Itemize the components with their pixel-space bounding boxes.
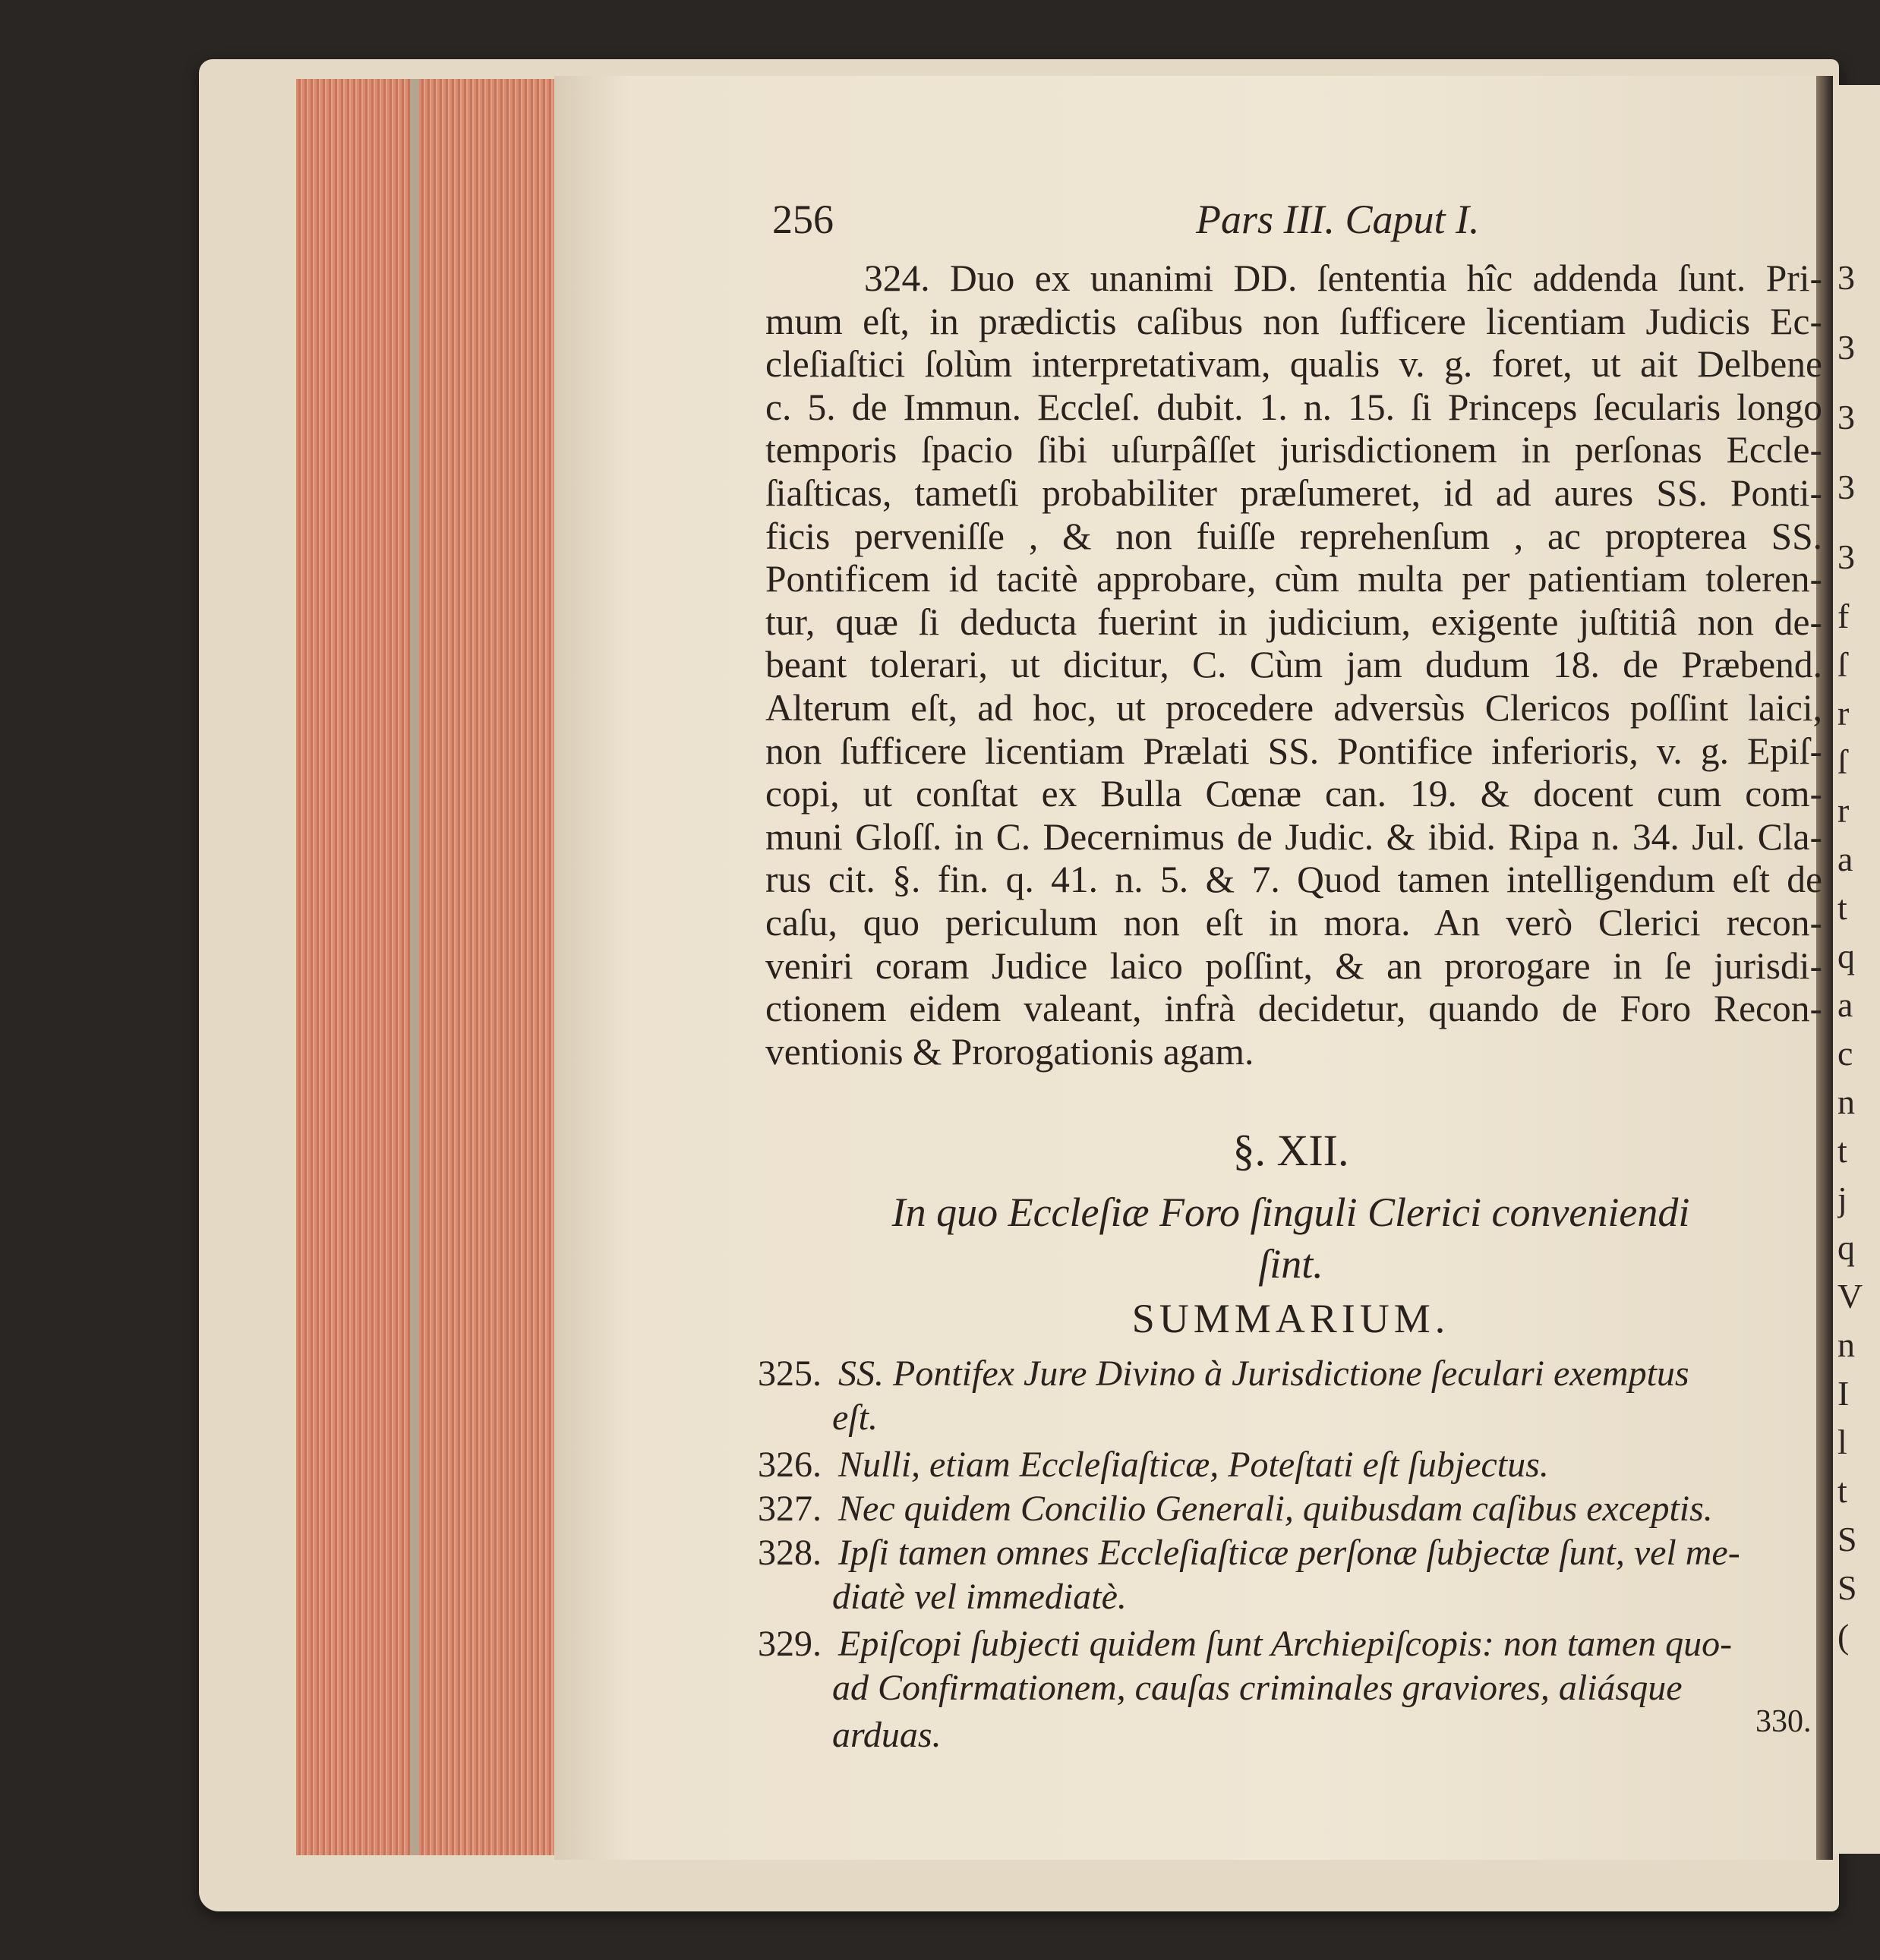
facing-fragment: q <box>1837 937 1855 975</box>
catchword: 330. <box>1755 1704 1812 1739</box>
summary-continuation: arduas. <box>832 1715 942 1755</box>
summary-continuation: diatè vel immediatè. <box>832 1577 1127 1617</box>
facing-fragment: t <box>1837 1471 1847 1510</box>
facing-fragment: n <box>1837 1082 1855 1121</box>
summary-text: Nulli, etiam Eccleſiaſticæ, Poteſtati eſt ſubjectus. <box>838 1445 1549 1485</box>
summary-number: 329. <box>758 1624 822 1664</box>
summary-text: Epiſcopi ſubjecti quidem ſunt Archiepiſcopis: non tamen quo- <box>838 1624 1733 1664</box>
paragraph-line: cleſiaſtici ſolùm interpretativam, qualis v. g. foret, ut ait Delbene <box>765 343 1822 386</box>
facing-fragment: ( <box>1837 1617 1850 1656</box>
red-page-edge-left <box>296 79 410 1855</box>
running-head-title: Pars III. Caput I. <box>1196 197 1480 242</box>
paragraph-line: 324. Duo ex unanimi DD. ſententia hîc addenda ſunt. Pri- <box>864 257 1822 299</box>
summary-number: 328. <box>758 1533 822 1573</box>
red-page-edge-right <box>419 79 554 1855</box>
page-number: 256 <box>772 197 834 242</box>
facing-fragment: 3 <box>1837 328 1855 367</box>
facing-fragment: t <box>1837 1131 1847 1170</box>
facing-fragment: 3 <box>1837 258 1855 297</box>
facing-fragment: I <box>1837 1374 1850 1413</box>
paragraph-line: veniri coram Judice laico poſſint, & an prorogare in ſe jurisdi- <box>765 944 1822 987</box>
paragraph-line: non ſufficere licentiam Prælati SS. Pontifice inferioris, v. g. Epiſ- <box>765 729 1822 772</box>
section-number: §. XII. <box>1232 1126 1349 1175</box>
facing-fragment: ſ <box>1837 645 1847 684</box>
paragraph-line: c. 5. de Immun. Eccleſ. dubit. 1. n. 15. ſi Princeps ſecularis longo <box>765 386 1822 428</box>
paragraph-line: mum eſt, in prædictis caſibus non ſufficere licentiam Judicis Ec- <box>765 300 1822 342</box>
facing-fragment: r <box>1837 791 1850 830</box>
paragraph-line: tur, quæ ſi deducta fuerint in judicium, exigente juſtitiâ non de- <box>765 600 1822 643</box>
summary-number: 327. <box>758 1489 822 1529</box>
summary-text: Ipſi tamen omnes Eccleſiaſticæ perſonæ ſubjectæ ſunt, vel me- <box>838 1533 1740 1573</box>
paragraph-line: copi, ut conſtat ex Bulla Cœnæ can. 19. & docent cum com- <box>765 773 1822 815</box>
section-title-line1: In quo Eccleſiæ Foro ſinguli Clerici conveniendi <box>891 1190 1690 1235</box>
summary-heading: SUMMARIUM. <box>1131 1296 1450 1341</box>
paragraph-line: ſiaſticas, tametſi probabiliter præſumeret, id ad aures SS. Ponti- <box>765 472 1822 514</box>
paragraph-line: ventionis & Prorogationis agam. <box>765 1030 1254 1073</box>
facing-fragment: j <box>1837 1180 1847 1218</box>
facing-fragment: S <box>1837 1568 1857 1607</box>
paragraph-line: temporis ſpacio ſibi uſurpâſſet jurisdictionem in perſonas Eccle- <box>765 429 1822 471</box>
facing-fragment: n <box>1837 1325 1855 1364</box>
paragraph-line: rus cit. §. fin. q. 41. n. 5. & 7. Quod tamen intelligendum eſt de <box>765 859 1822 901</box>
facing-fragment: r <box>1837 694 1850 733</box>
paragraph-line: Alterum eſt, ad hoc, ut procedere adversùs Clericos poſſint laici, <box>765 687 1822 729</box>
facing-fragment: 3 <box>1837 468 1855 506</box>
facing-fragment: l <box>1837 1423 1847 1461</box>
facing-fragment: a <box>1837 985 1853 1024</box>
paragraph-line: muni Gloſſ. in C. Decernimus de Judic. & ibid. Ripa n. 34. Jul. Cla- <box>765 815 1822 858</box>
summary-continuation: ad Confirmationem, cauſas criminales graviores, aliásque <box>832 1668 1683 1708</box>
facing-fragment: f <box>1837 597 1850 635</box>
section-title-line2: ſint. <box>1258 1241 1323 1287</box>
facing-fragment: q <box>1837 1228 1855 1267</box>
facing-fragment: S <box>1837 1520 1857 1558</box>
summary-continuation: eſt. <box>832 1398 878 1438</box>
paragraph-line: Pontificem id tacitè approbare, cùm multa per patientiam toleren- <box>765 558 1822 600</box>
facing-fragment: a <box>1837 840 1853 878</box>
facing-fragment: t <box>1837 888 1847 927</box>
facing-fragment: V <box>1837 1277 1863 1316</box>
paragraph-line: caſu, quo periculum non eſt in mora. An verò Clerici recon- <box>765 902 1822 944</box>
summary-text: Nec quidem Concilio Generali, quibusdam caſibus exceptis. <box>838 1489 1713 1529</box>
summary-number: 325. <box>758 1353 822 1394</box>
facing-fragment: c <box>1837 1034 1853 1073</box>
facing-fragment: 3 <box>1837 537 1855 576</box>
facing-fragment: 3 <box>1837 398 1855 436</box>
facing-fragment: ſ <box>1837 742 1847 781</box>
summary-number: 326. <box>758 1445 822 1485</box>
summary-text: SS. Pontifex Jure Divino à Jurisdictione ſeculari exemptus <box>838 1353 1689 1394</box>
page-edge-gap <box>410 79 419 1855</box>
paragraph-line: ctionem eidem valeant, infrà decidetur, quando de Foro Recon- <box>765 988 1822 1030</box>
paragraph-line: ficis perveniſſe , & non fuiſſe reprehenſum , ac propterea SS. <box>765 515 1822 557</box>
paragraph-line: beant tolerari, ut dicitur, C. Cùm jam dudum 18. de Præbend. <box>765 644 1822 686</box>
facing-page-text-fragments <box>1837 243 1880 1661</box>
